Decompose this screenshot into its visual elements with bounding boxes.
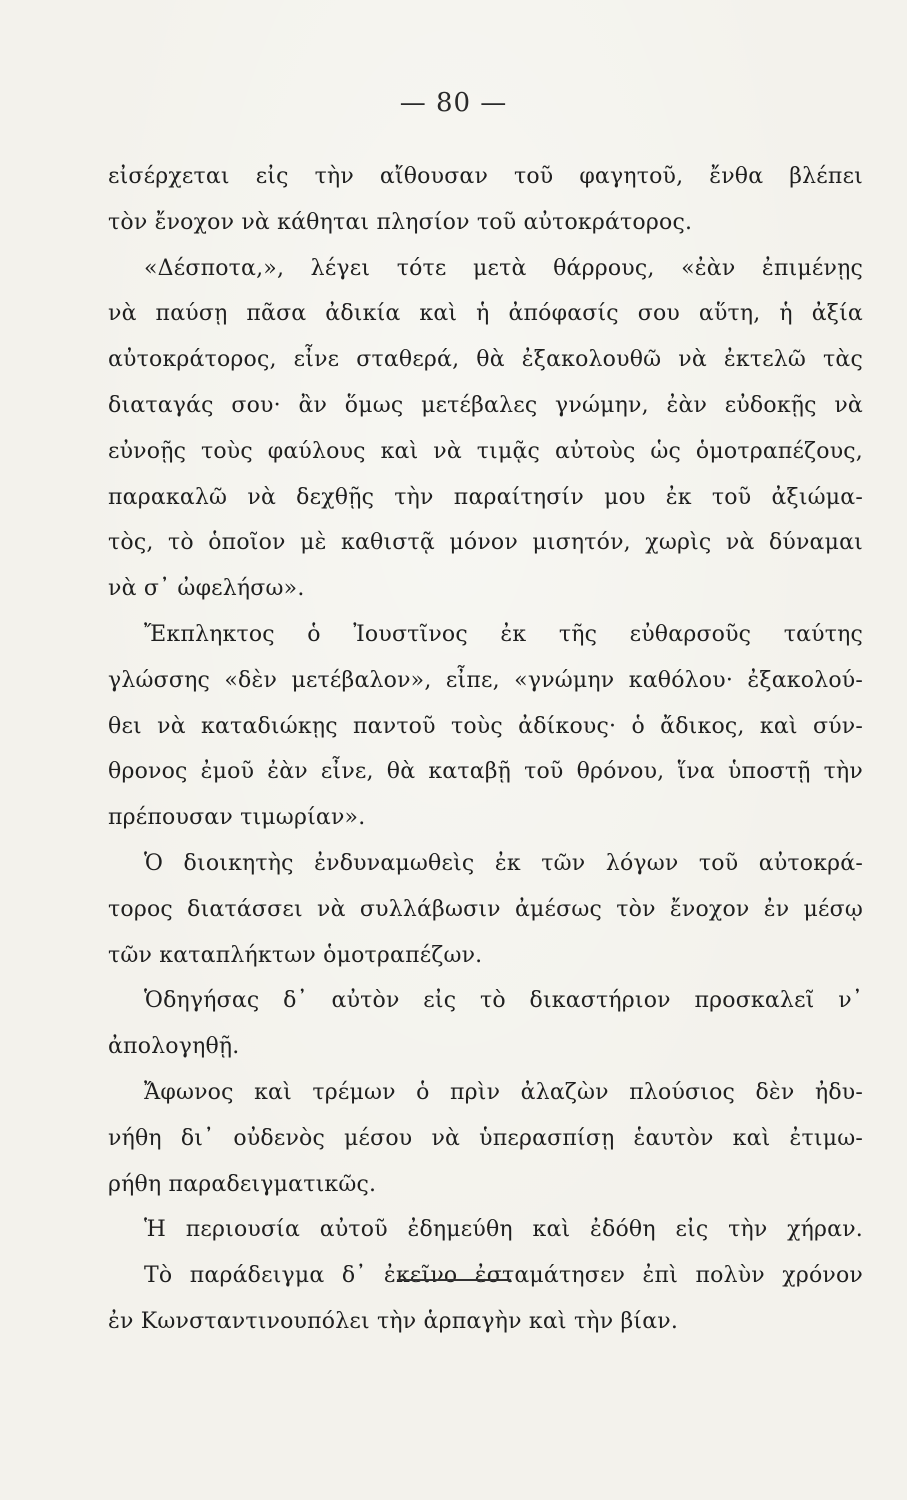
text-line: τὸν ἔνοχον νὰ κάθηται πλησίον τοῦ αὐτοκράτορος. xyxy=(108,209,693,235)
text-line: γλώσσης «δὲν μετέβαλον», εἶπε, «γνώμην καθόλου· ἐξακολού- xyxy=(108,667,863,693)
text-line: θει νὰ καταδιώκῃς παντοῦ τοὺς ἀδίκους· ὁ ἄδικος, καὶ σύν- xyxy=(108,713,863,739)
text-line: νὰ σ᾽ ὠφελήσω». xyxy=(108,576,305,602)
text-line: Ἔκπληκτος ὁ Ἰουστῖνος ἐκ τῆς εὐθαρσοῦς ταύτης xyxy=(144,621,863,647)
text-line: «Δέσποτα,», λέγει τότε μετὰ θάρρους, «ἐὰν ἐπιμένῃς xyxy=(144,255,863,281)
text-line: διαταγάς σου· ἂν ὅμως μετέβαλες γνώμην, ἐὰν εὐδοκῇς νὰ xyxy=(108,392,863,418)
body-text xyxy=(108,154,863,1345)
text-line: Ὁ διοικητὴς ἐνδυναμωθεὶς ἐκ τῶν λόγων τοῦ αὐτοκρά- xyxy=(144,850,863,876)
text-line: τορος διατάσσει νὰ συλλάβωσιν ἀμέσως τὸν ἔνοχον ἐν μέσῳ xyxy=(108,896,863,922)
text-line: τὸς, τὸ ὁποῖον μὲ καθιστᾷ μόνον μισητόν, χωρὶς νὰ δύναμαι xyxy=(108,530,863,556)
text-line: Τὸ παράδειγμα δ᾽ ἐκεῖνο ἐσταμάτησεν ἐπὶ πολὺν χρόνον xyxy=(144,1263,863,1289)
text-line: Ἄφωνος καὶ τρέμων ὁ πρὶν ἀλαζὼν πλούσιος δὲν ἠδυ- xyxy=(144,1079,863,1105)
text-line: ἀπολογηθῇ. xyxy=(108,1034,240,1060)
text-line: Ἡ περιουσία αὐτοῦ ἐδημεύθη καὶ ἐδόθη εἰς τὴν χήραν. xyxy=(144,1217,863,1243)
text-line: θρονος ἐμοῦ ἐὰν εἶνε, θὰ καταβῇ τοῦ θρόνου, ἵνα ὑποστῇ τὴν xyxy=(108,759,863,785)
section-divider xyxy=(397,1279,511,1281)
text-line: εὐνοῇς τοὺς φαύλους καὶ νὰ τιμᾷς αὐτοὺς ὡς ὁμοτραπέζους, xyxy=(108,438,863,464)
text-line: νὰ παύσῃ πᾶσα ἀδικία καὶ ἡ ἀπόφασίς σου αὕτη, ἡ ἀξία xyxy=(108,301,863,327)
text-line: τῶν καταπλήκτων ὁμοτραπέζων. xyxy=(108,942,483,968)
text-line: ἐν Κωνσταντινουπόλει τὴν ἁρπαγὴν καὶ τὴν βίαν. xyxy=(108,1308,679,1334)
text-line: Ὁδηγήσας δ᾽ αὐτὸν εἰς τὸ δικαστήριον προσκαλεῖ ν᾽ xyxy=(144,988,863,1014)
text-line: εἰσέρχεται εἰς τὴν αἴθουσαν τοῦ φαγητοῦ, ἔνθα βλέπει xyxy=(108,164,863,189)
text-line: αὐτοκράτορος, εἶνε σταθερά, θὰ ἐξακολουθῶ νὰ ἐκτελῶ τὰς xyxy=(108,347,863,373)
text-line: παρακαλῶ νὰ δεχθῇς τὴν παραίτησίν μου ἐκ τοῦ ἀξιώμα- xyxy=(108,484,863,510)
page-number: — 80 — xyxy=(399,88,508,118)
text-line: ρήθη παραδειγματικῶς. xyxy=(108,1171,377,1197)
text-line: νήθη δι᾽ οὐδενὸς μέσου νὰ ὑπερασπίσῃ ἑαυτὸν καὶ ἐτιμω- xyxy=(108,1125,863,1151)
text-line: πρέπουσαν τιμωρίαν». xyxy=(108,805,366,831)
